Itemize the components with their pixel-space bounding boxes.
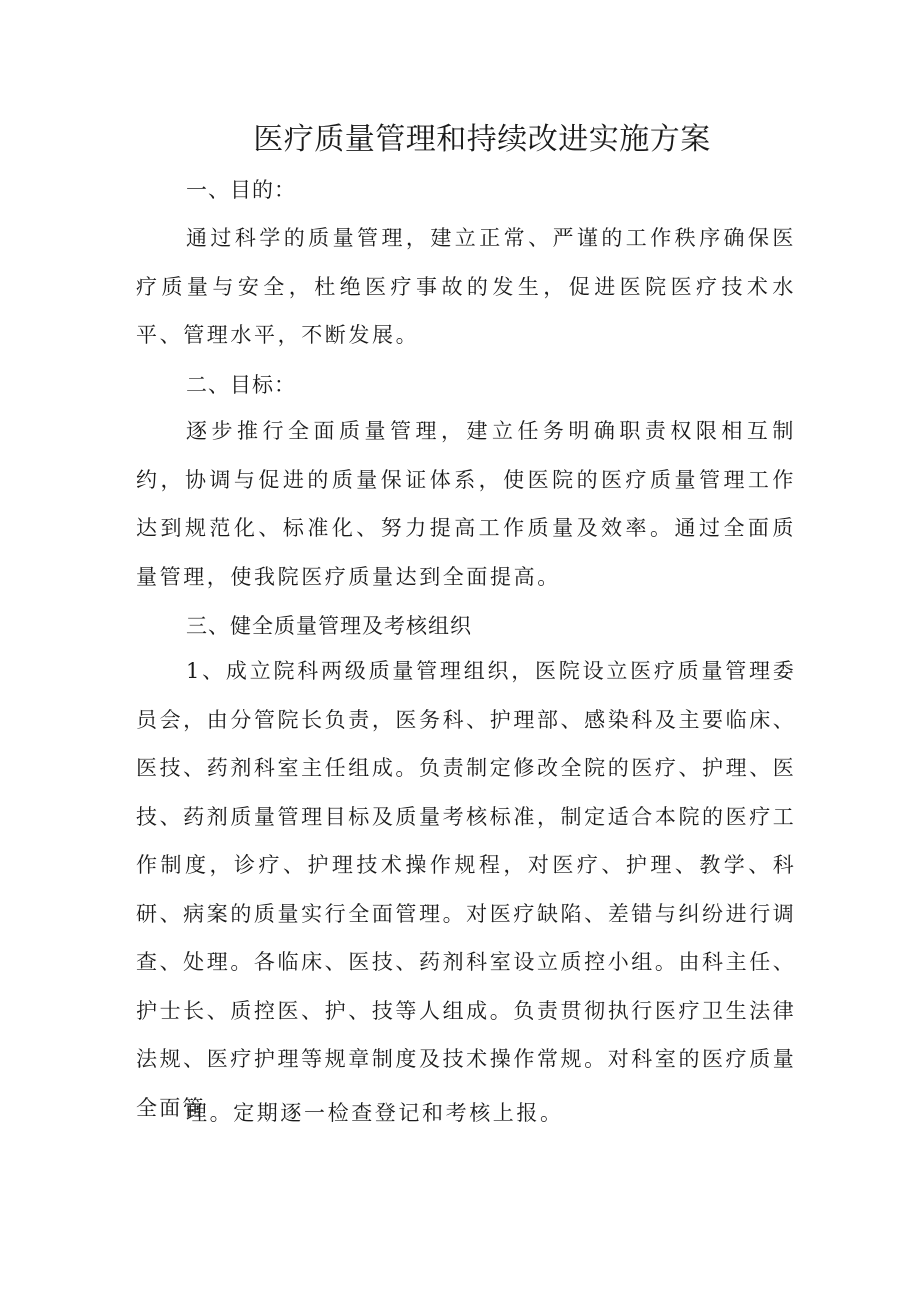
section-heading-organization: 三、健全质量管理及考核组织	[186, 614, 472, 638]
section-heading-goal: 二、目标：	[186, 373, 296, 397]
section-paragraph-goal: 逐步推行全面质量管理，建立任务明确职责权限相互制约，协调与促进的质量保证体系，使医院的医疗质量管理工作达到规范化、标准化、努力提高工作质量及效率。通过全面质量管理，使我院医疗质量达到全面提高。	[136, 419, 796, 589]
section-paragraph-purpose: 通过科学的质量管理，建立正常、严谨的工作秩序确保医疗质量与安全，杜绝医疗事故的发生，促进医院医疗技术水平、管理水平，不断发展。	[136, 226, 796, 347]
section-paragraph-continuation: 理。定期逐一检查登记和考核上报。	[186, 1101, 564, 1125]
section-heading-purpose: 一、目的：	[186, 178, 296, 202]
section-paragraph-organization: 1、成立院科两级质量管理组织，医院设立医疗质量管理委员会，由分管院长负责，医务科、护理部、感染科及主要临床、医技、药剂科室主任组成。负责制定修改全院的医疗、护理、医技、药剂质量管理目标及质量考核标准，制定适合本院的医疗工作制度，诊疗、护理技术操作规程，对医疗、护理、教学、科研、病案的质量实行全面管理。对医疗缺陷、差错与纠纷进行调查、处理。各临床、医技、药剂科室设立质控小组。由科主任、护士长、质控医、护、技等人组成。负责贯彻执行医疗卫生法律法规、医疗护理等规章制度及技术操作常规。对科室的医疗质量全面管	[136, 659, 796, 1120]
document-title: 医疗质量管理和持续改进实施方案	[253, 122, 711, 157]
